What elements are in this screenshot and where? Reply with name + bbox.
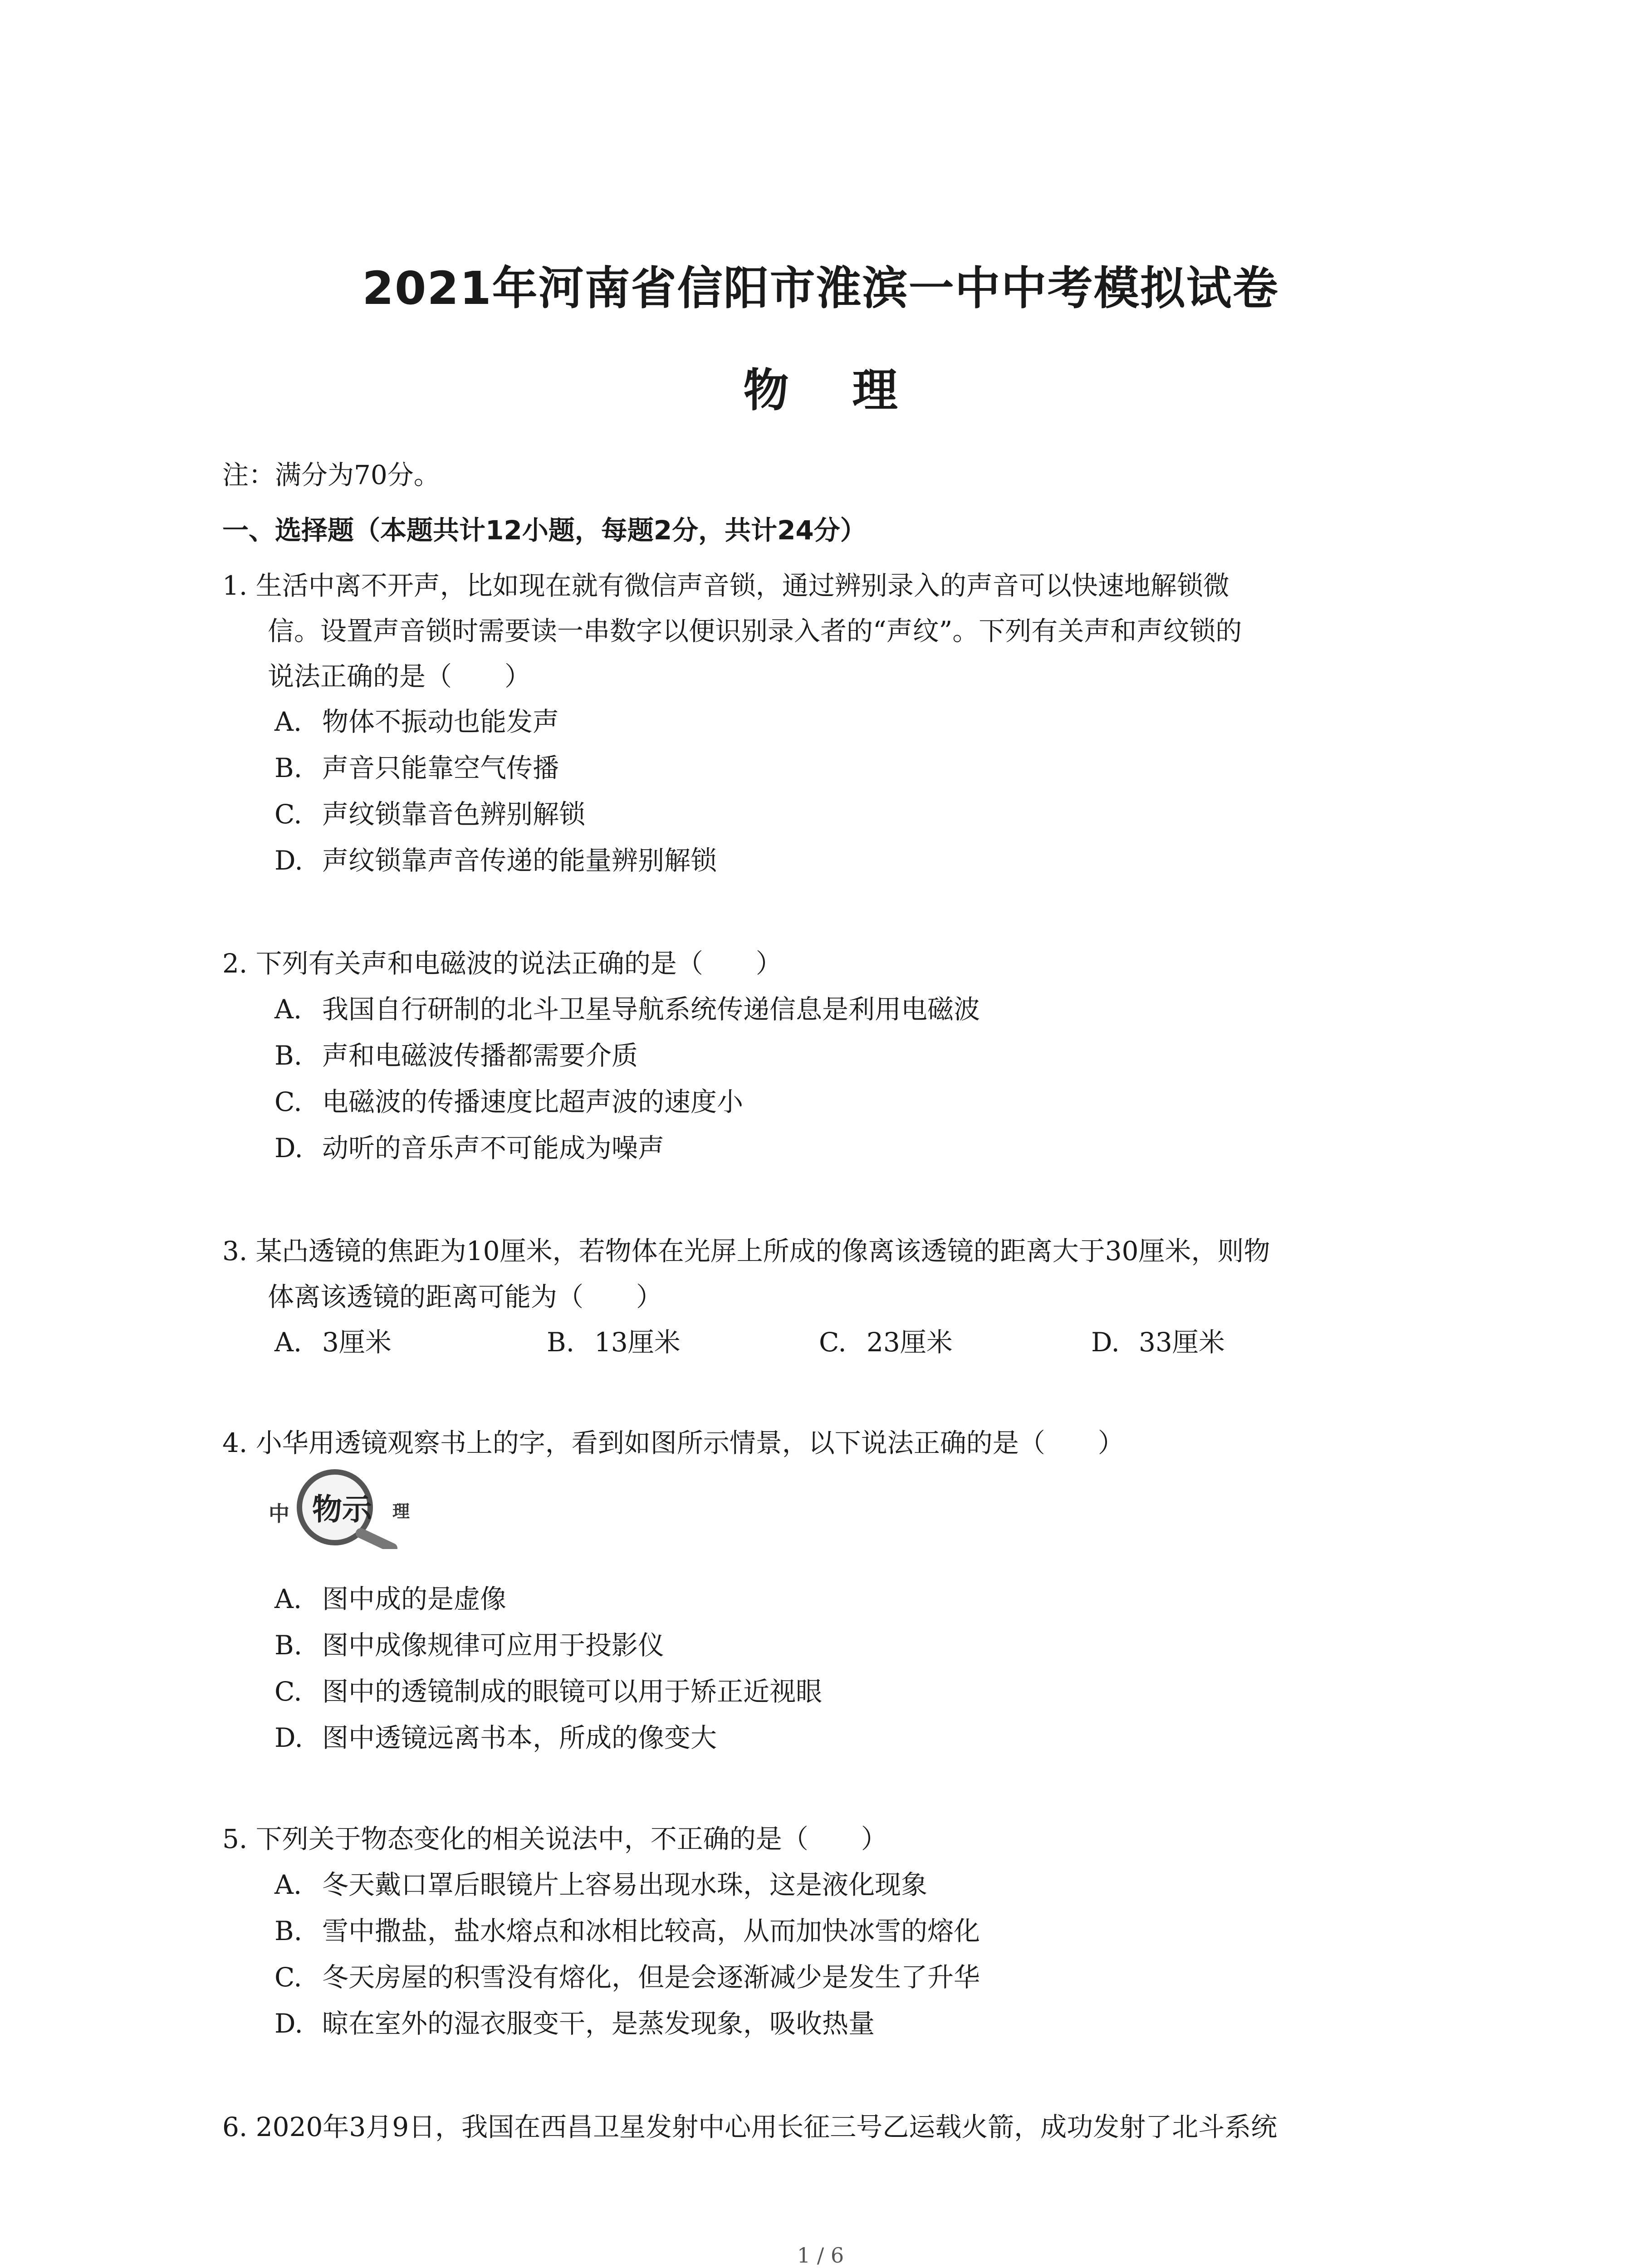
option — [274, 706, 559, 737]
option — [274, 1918, 980, 1944]
section-heading: 一、选择题（本题共计12小题，每题2分，共计24分） — [222, 515, 867, 546]
page-number: 1 / 6 — [797, 2243, 844, 2268]
option — [274, 1042, 638, 1069]
option-text: 33厘米 — [1139, 1327, 1225, 1358]
option-label: C. — [819, 1327, 847, 1358]
option-text: 13厘米 — [594, 1327, 681, 1358]
option-text: 声纹锁靠音色辨别解锁 — [322, 799, 586, 830]
option — [274, 799, 586, 830]
option-label: B. — [274, 1040, 303, 1071]
option-text: 图中成的是虚像 — [322, 1584, 507, 1614]
option-text: 23厘米 — [867, 1327, 953, 1358]
option-text: 电磁波的传播速度比超声波的速度小 — [322, 1086, 744, 1117]
option-text: 声和电磁波传播都需要介质 — [322, 1040, 638, 1071]
subject-title — [0, 354, 1641, 419]
option-label: A. — [274, 994, 302, 1025]
option — [274, 1630, 665, 1661]
option-text: 我国自行研制的北斗卫星导航系统传递信息是利用电磁波 — [322, 994, 980, 1025]
question-stem: 5. 下列关于物态变化的相关说法中，不正确的是（ ） — [222, 1823, 887, 1854]
option-label: B. — [274, 1916, 303, 1946]
option-label: D. — [274, 1722, 303, 1753]
option-label: D. — [274, 2008, 303, 2039]
option — [274, 1086, 744, 1117]
option-text: 3厘米 — [322, 1327, 392, 1358]
option — [274, 1962, 980, 1993]
option-text: 物体不振动也能发声 — [322, 706, 559, 737]
option-label: D. — [1091, 1327, 1120, 1358]
option-text: 声纹锁靠声音传递的能量辨别解锁 — [322, 845, 717, 876]
magnifier-figure — [268, 1467, 440, 1549]
option — [274, 1678, 822, 1705]
option-text: 图中的透镜制成的眼镜可以用于矫正近视眼 — [322, 1676, 823, 1707]
option — [274, 1586, 506, 1612]
option-text: 动听的音乐声不可能成为噪声 — [322, 1133, 665, 1163]
option-text: 晾在室外的湿衣服变干，是蒸发现象，吸收热量 — [322, 2008, 875, 2039]
option-text: 声音只能靠空气传播 — [322, 753, 559, 783]
exam-title: 2021年河南省信阳市淮滨一中中考模拟试卷 — [362, 262, 1279, 315]
subject-char: 理 — [852, 364, 898, 417]
option-text: 图中透镜远离书本，所成的像变大 — [322, 1722, 717, 1753]
option — [274, 1722, 717, 1753]
figure-magnified-chars: 物示 — [312, 1492, 372, 1527]
option-label: C. — [274, 1086, 302, 1117]
option — [274, 994, 980, 1025]
option — [274, 755, 559, 781]
option-label: A. — [274, 1869, 302, 1900]
question-stem: 1. 生活中离不开声，比如现在就有微信声音锁，通过辨别录入的声音可以快速地解锁微 — [222, 570, 1230, 601]
option — [274, 1869, 928, 1900]
magnifier-handle — [361, 1533, 392, 1548]
figure-right-char: 理 — [392, 1501, 410, 1521]
option-label: A. — [274, 1584, 302, 1614]
option — [274, 1327, 392, 1358]
option — [1091, 1327, 1225, 1358]
option-label: A. — [274, 706, 302, 737]
option-label: A. — [274, 1327, 302, 1358]
option-text: 冬天戴口罩后眼镜片上容易出现水珠，这是液化现象 — [322, 1869, 928, 1900]
question-stem: 6. 2020年3月9日，我国在西昌卫星发射中心用长征三号乙运载火箭，成功发射了北斗系统 — [222, 2112, 1278, 2142]
question-stem: 说法正确的是（ ） — [268, 661, 531, 692]
figure-left-char: 中 — [269, 1501, 289, 1526]
option — [274, 2010, 875, 2037]
option-label: C. — [274, 1962, 302, 1993]
option — [819, 1327, 953, 1358]
option-label: D. — [274, 845, 303, 876]
option-label: B. — [547, 1327, 575, 1358]
option-label: D. — [274, 1133, 303, 1163]
option-label: B. — [274, 1630, 303, 1661]
option — [274, 847, 717, 874]
option-text: 雪中撒盐，盐水熔点和冰相比较高，从而加快冰雪的熔化 — [322, 1916, 980, 1946]
option-label: C. — [274, 1676, 302, 1707]
question-stem: 4. 小华用透镜观察书上的字，看到如图所示情景，以下说法正确的是（ ） — [222, 1427, 1124, 1458]
option-text: 冬天房屋的积雪没有熔化，但是会逐渐减少是发生了升华 — [322, 1962, 980, 1993]
option — [547, 1327, 681, 1358]
option — [274, 1135, 664, 1161]
question-stem: 3. 某凸透镜的焦距为10厘米，若物体在光屏上所成的像离该透镜的距离大于30厘米，则物 — [222, 1236, 1270, 1266]
option-text: 图中成像规律可应用于投影仪 — [322, 1630, 665, 1661]
option-label: C. — [274, 799, 302, 830]
question-stem: 体离该透镜的距离可能为（ ） — [268, 1281, 663, 1312]
option-label: B. — [274, 753, 303, 783]
question-stem: 2. 下列有关声和电磁波的说法正确的是（ ） — [222, 948, 782, 979]
subject-char: 物 — [743, 364, 789, 417]
score-note: 注：满分为70分。 — [222, 459, 440, 490]
question-stem: 信。设置声音锁时需要读一串数字以便识别录入者的“声纹”。下列有关声和声纹锁的 — [268, 616, 1242, 646]
